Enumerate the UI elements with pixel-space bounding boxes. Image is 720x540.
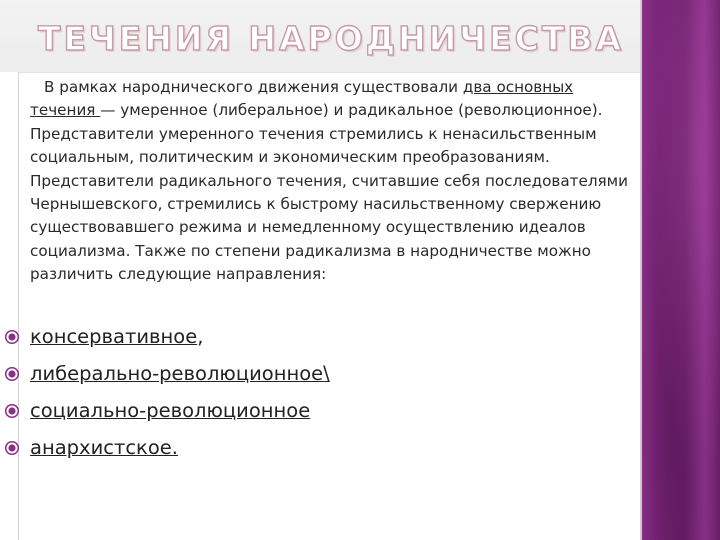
circle-bullet-icon: [4, 366, 20, 382]
intro-text-rest: — умеренное (либеральное) и радикальное (революционное). Представители умеренного течения стремились к ненасильственным социальным, политическим и экономическим преобразованиям. Представители радикального течения, считавшие себя последователями Чернышевского, стремились к быстрому насильственному свержению существовавшего режима и немедленному осуществлению идеалов социализма. Также по степени радикализма в народничестве можно различить следующие направления:: [30, 101, 629, 284]
circle-bullet-icon: [4, 440, 20, 456]
list-item-label: социально-революционное: [30, 399, 311, 422]
list-item-label: либерально-революционное\: [30, 362, 330, 385]
slide-title: ТЕЧЕНИЯ НАРОДНИЧЕСТВА: [38, 19, 625, 58]
intro-text-start: В рамках народнического движения существовали: [44, 78, 463, 96]
list-item: [4, 355, 604, 392]
decorative-side-panel: [642, 0, 720, 540]
list-item-label: анархистское.: [30, 436, 178, 459]
intro-underlined-text: два основных течения: [30, 78, 574, 120]
list-item: [4, 392, 604, 429]
directions-list: [4, 318, 604, 466]
circle-bullet-icon: [4, 329, 20, 345]
list-item-label: консервативное,: [30, 325, 204, 348]
list-item: [4, 429, 604, 466]
list-item: [4, 318, 604, 355]
circle-bullet-icon: [4, 403, 20, 419]
intro-paragraph: [30, 76, 635, 287]
